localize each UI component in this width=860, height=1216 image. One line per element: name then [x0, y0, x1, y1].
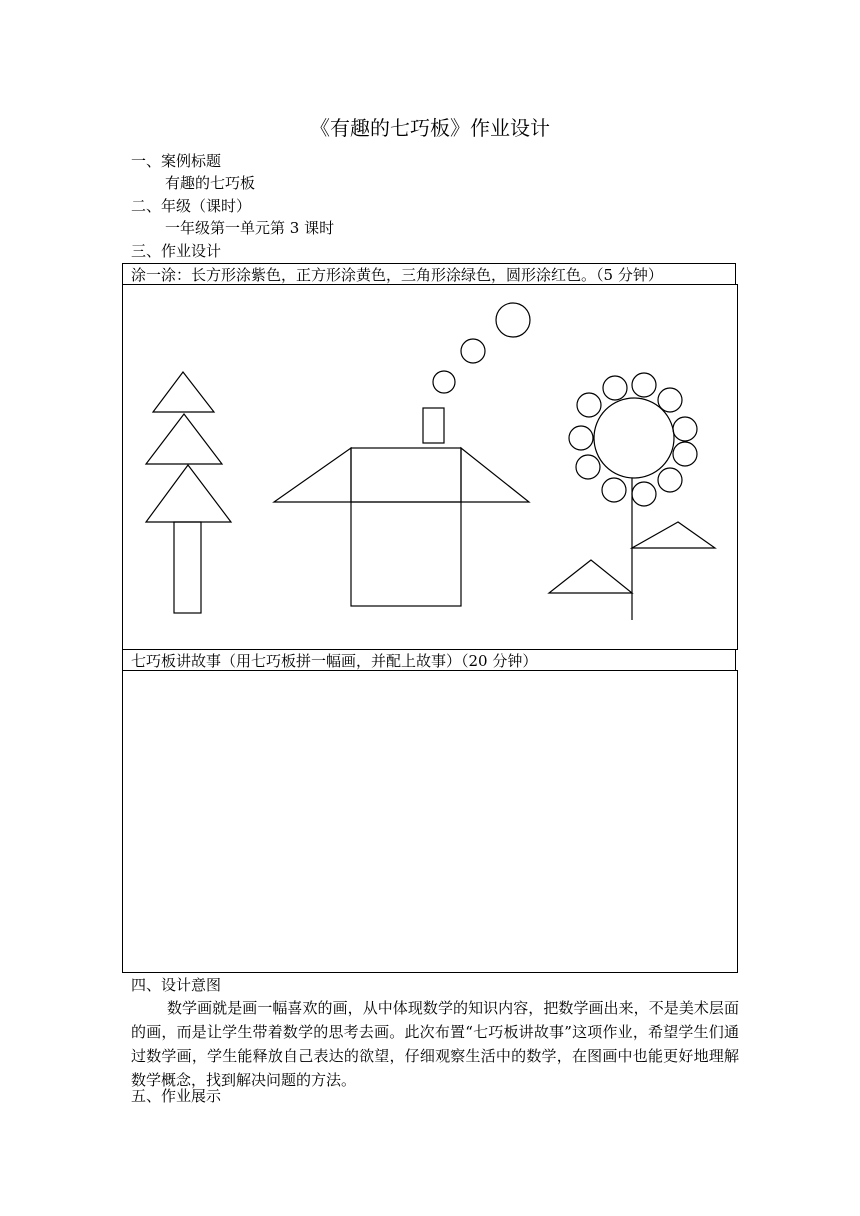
section-2-heading: 二、年级（课时） — [131, 197, 252, 215]
petal-circle — [602, 478, 626, 502]
section-4-heading: 四、设计意图 — [131, 976, 222, 994]
story-answer-area[interactable] — [122, 670, 738, 973]
petal-circle — [577, 393, 601, 417]
house-body-square — [351, 502, 461, 606]
smoke-circle-medium — [461, 339, 485, 363]
petal-circle — [632, 373, 656, 397]
petal-circle — [569, 426, 593, 450]
tree-figure — [146, 372, 231, 613]
task-2-header: 七巧板讲故事（用七巧板拼一幅画，并配上故事）（20 分钟） — [122, 649, 736, 671]
roof-left-triangle — [274, 448, 351, 502]
shapes-drawing — [123, 285, 737, 649]
section-5-heading: 五、作业展示 — [131, 1087, 222, 1105]
drawing-cell — [122, 284, 738, 650]
task-1-header: 涂一涂：长方形涂紫色，正方形涂黄色，三角形涂绿色，圆形涂红色。（5 分钟） — [122, 263, 736, 285]
house-figure — [274, 303, 530, 606]
section-4-paragraph: 数学画就是画一幅喜欢的画，从中体现数学的知识内容，把数学画出来，不是美术层面的画，而是让学生带着数学的思考去画。此次布置“七巧板讲故事”这项作业，希望学生们通过数学画，学生能释放自己表达的欲望，仔细观察生活中的数学，在图画中也能更好地理解数学概念，找到解决问题的方法。 — [131, 999, 739, 1089]
tree-triangle-middle — [146, 414, 222, 464]
petal-circle — [673, 417, 697, 441]
petal-circle — [603, 376, 627, 400]
roof-right-triangle — [461, 448, 529, 502]
tree-triangle-bottom — [146, 465, 231, 522]
section-1-content: 有趣的七巧板 — [165, 174, 256, 192]
petal-circle — [632, 482, 656, 506]
petal-circle — [673, 442, 697, 466]
document-title: 《有趣的七巧板》作业设计 — [310, 116, 550, 140]
section-1-heading: 一、案例标题 — [131, 152, 222, 170]
chimney-rectangle — [423, 408, 444, 443]
tree-trunk-rectangle — [174, 522, 201, 613]
section-2-content: 一年级第一单元第 3 课时 — [165, 219, 335, 237]
petal-circle — [658, 468, 682, 492]
sunflower-figure — [549, 373, 715, 620]
flower-center-circle — [594, 398, 674, 478]
tree-triangle-top — [153, 372, 214, 412]
smoke-circle-large — [496, 303, 530, 337]
petal-circle — [576, 455, 600, 479]
smoke-circle-small — [433, 371, 455, 393]
section-3-heading: 三、作业设计 — [131, 242, 222, 260]
leaf-triangle-left — [549, 560, 632, 593]
leaf-triangle-right — [632, 522, 715, 548]
petal-circle — [658, 388, 682, 412]
roof-middle-rectangle — [351, 448, 461, 502]
